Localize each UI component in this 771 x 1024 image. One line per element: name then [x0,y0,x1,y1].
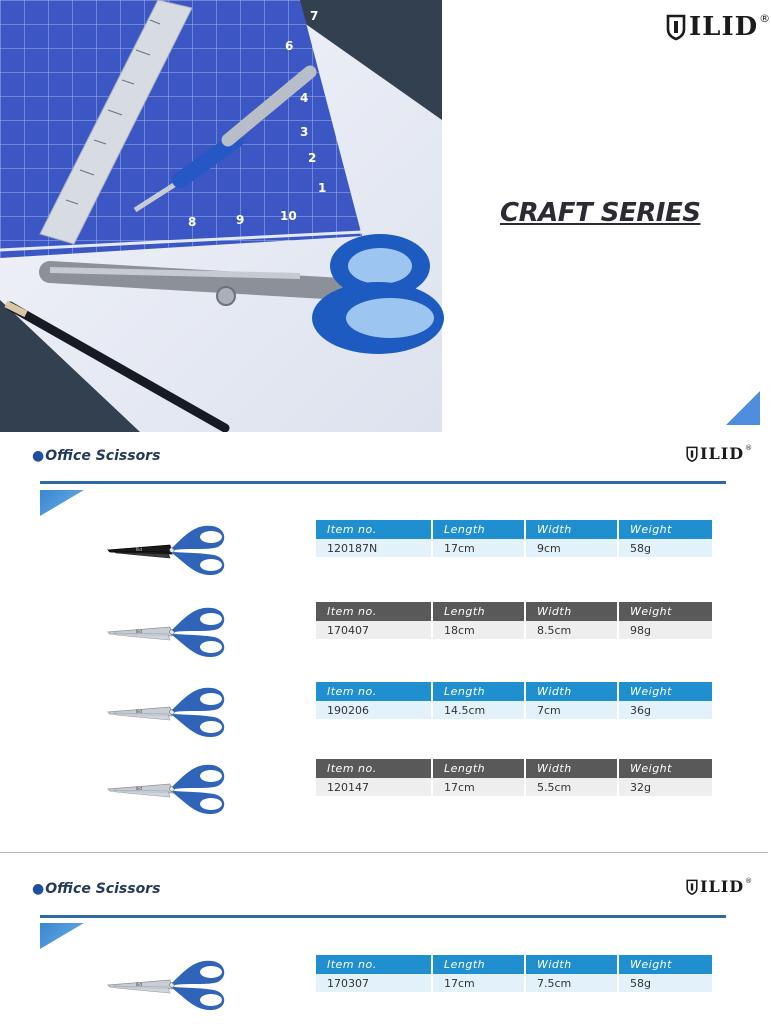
scissors-image [100,602,240,662]
spec-header: Width [525,602,618,621]
spec-value: 9cm [525,539,618,557]
spec-value: 190206 [316,701,432,719]
spec-value: 5.5cm [525,778,618,796]
spec-value-row [316,621,712,639]
scissors-image [100,955,240,1015]
svg-text:Ilid: Ilid [136,786,142,791]
registered-mark: ® [745,877,754,885]
svg-text:10: 10 [280,209,297,223]
spec-header: Item no. [316,520,432,539]
registered-mark: ® [745,444,754,452]
catalog-page-1 [0,432,768,852]
spec-value: 8.5cm [525,621,618,639]
spec-header: Length [432,520,525,539]
spec-header: Width [525,520,618,539]
spec-value-row [316,701,712,719]
spec-header: Weight [618,602,712,621]
spec-header: Length [432,759,525,778]
registered-mark: ® [759,12,771,25]
scissors-image [100,520,240,580]
spec-header: Item no. [316,602,432,621]
spec-value: 98g [618,621,712,639]
spec-table [316,759,712,796]
spec-value: 170307 [316,974,432,992]
spec-value: 14.5cm [432,701,525,719]
spec-table [316,955,712,992]
wedge-decoration [40,923,84,949]
bullet-icon: ● [32,881,45,897]
spec-value-row [316,974,712,992]
spec-value-row [316,778,712,796]
spec-header: Length [432,602,525,621]
spec-value-row [316,539,712,557]
spec-header: Weight [618,759,712,778]
craft-tools-photo [0,0,442,432]
shield-icon [686,446,698,462]
shield-icon [686,879,698,895]
cover-title: CRAFT SERIES [500,198,701,228]
spec-value: 7cm [525,701,618,719]
spec-header: Item no. [316,759,432,778]
svg-text:6: 6 [285,39,294,53]
svg-text:Ilid: Ilid [136,547,142,552]
svg-text:8: 8 [188,215,197,229]
section-title: ●Office Scissors [32,881,161,897]
brand-name: ILID [689,12,759,42]
brand-name: ILID [700,444,745,463]
spec-header: Length [432,955,525,974]
corner-triangle-decoration [726,391,760,425]
product-row [0,602,768,662]
product-row [0,759,768,819]
spec-header-row [316,955,712,974]
spec-header: Item no. [316,955,432,974]
product-row [0,682,768,742]
spec-value: 58g [618,539,712,557]
spec-value: 17cm [432,539,525,557]
spec-value: 17cm [432,778,525,796]
spec-value: 36g [618,701,712,719]
spec-header: Length [432,682,525,701]
spec-value: 7.5cm [525,974,618,992]
bullet-icon: ● [32,448,45,464]
header-rule [40,915,726,918]
ilid-logo [686,877,753,896]
svg-text:Ilid: Ilid [136,709,142,714]
spec-header-row [316,682,712,701]
spec-header: Weight [618,682,712,701]
scissors-image [100,759,240,819]
spec-table [316,682,712,719]
scissors-image [100,682,240,742]
catalog-page-2 [0,852,768,1024]
header-rule [40,481,726,484]
svg-text:7: 7 [310,9,319,23]
spec-header: Width [525,759,618,778]
spec-value: 58g [618,974,712,992]
spec-value: 120187N [316,539,432,557]
spec-value: 17cm [432,974,525,992]
svg-text:4: 4 [300,91,309,105]
ilid-logo [686,444,753,463]
spec-header-row [316,759,712,778]
svg-text:9: 9 [236,213,245,227]
spec-value: 120147 [316,778,432,796]
spec-value: 32g [618,778,712,796]
spec-header: Width [525,955,618,974]
spec-value: 170407 [316,621,432,639]
spec-header: Width [525,682,618,701]
svg-text:2: 2 [308,151,317,165]
ilid-logo [666,12,771,42]
wedge-decoration [40,490,84,516]
spec-header: Weight [618,955,712,974]
product-row [0,520,768,580]
spec-value: 18cm [432,621,525,639]
section-title: ●Office Scissors [32,448,161,464]
spec-table [316,602,712,639]
spec-table [316,520,712,557]
spec-header-row [316,520,712,539]
product-row [0,955,768,1015]
spec-header: Item no. [316,682,432,701]
spec-header-row [316,602,712,621]
cover-page [0,0,771,432]
brand-name: ILID [700,877,745,896]
spec-header: Weight [618,520,712,539]
svg-text:Ilid: Ilid [136,982,142,987]
svg-text:1: 1 [318,181,327,195]
shield-icon [666,14,686,40]
svg-text:Ilid: Ilid [136,629,142,634]
svg-text:3: 3 [300,125,309,139]
